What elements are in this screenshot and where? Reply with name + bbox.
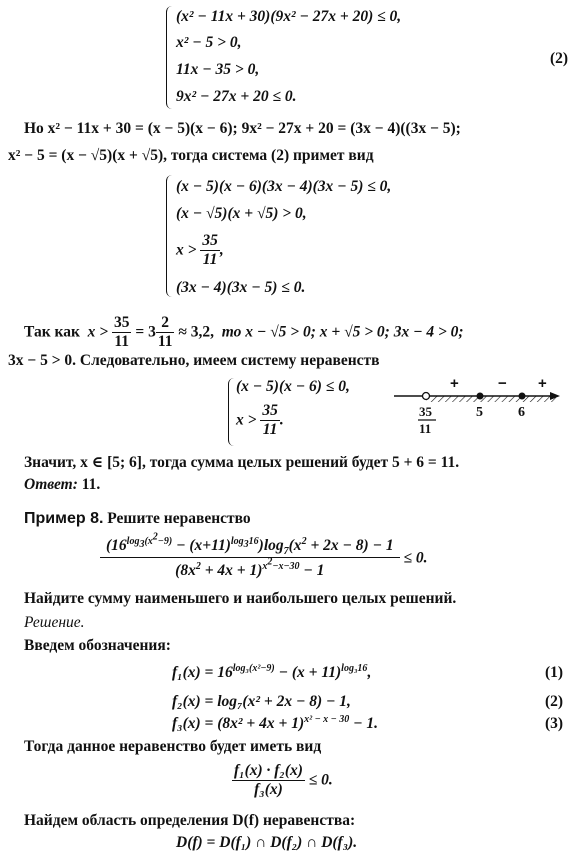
def-f1 — [172, 664, 371, 682]
f3-end: − 1. — [349, 715, 379, 732]
task-line: Найдите сумму наименьшего и наибольшего целых решений. — [24, 590, 457, 607]
frac-num: 2 — [156, 314, 175, 333]
system-line-frac: x > $\frac{35}{11}$ . — [236, 402, 284, 438]
system-line: (x² − 11x + 30)(9x² − 27x + 20) ≤ 0, — [176, 8, 402, 25]
f1-base: f₁(x) = 16 — [172, 664, 233, 681]
big-frac-num: $(16^{log_3(x^2-9)} - (x+11)^{log_316})\log_7(x^2 + 2x - 8) - 1$ — [100, 537, 400, 558]
frac-den: 11 — [157, 333, 173, 350]
paragraph-line: Значит, x ∈ [5; 6], тогда сумма целых решений будет 5 + 6 = 11. — [24, 454, 460, 471]
text: ≈ 3,2, — [178, 323, 214, 341]
domain-equation: D(f) = D(f₁) ∩ D(f₂) ∩ D(f₃). — [176, 834, 358, 851]
fraction-f — [232, 762, 305, 799]
paragraph-line: x² − 5 = (x − √5)(x + √5), тогда система (2) примет вид — [8, 147, 374, 164]
equation-tag: (1) — [545, 664, 564, 681]
x-gt: x > — [176, 241, 197, 259]
equation-tag: (2) — [550, 50, 569, 67]
fraction-35-11 — [200, 232, 220, 269]
frac-den: 11 — [114, 333, 130, 350]
short-inequality — [232, 762, 333, 799]
paragraph-line: 3x − 5 > 0. Следовательно, имеем систему неравенств — [8, 352, 380, 369]
example-heading — [24, 510, 251, 528]
tick-label-35: 35 — [419, 404, 432, 419]
paragraph-line: Найдем область определения D(f) неравенства: — [24, 812, 356, 829]
paragraph-line: Тогда данное неравенство будет иметь вид — [24, 738, 322, 755]
system-line: 11x − 35 > 0, — [176, 61, 260, 78]
paragraph-line: Введем обозначения: — [24, 637, 171, 654]
frac-den: 11 — [262, 421, 278, 438]
text: x > — [87, 323, 109, 341]
text: = 3 — [135, 323, 156, 341]
frac-num: 35 — [262, 402, 278, 419]
paragraph-line — [24, 314, 464, 351]
answer-label: Ответ: — [24, 476, 78, 493]
tick-label-11: 11 — [419, 421, 432, 436]
sign-plus: + — [450, 375, 459, 392]
frac-num: f₁(x) · f₂(x) — [234, 762, 303, 779]
sign-minus: − — [498, 375, 507, 392]
answer-line — [24, 476, 100, 494]
f1-end: , — [367, 664, 372, 681]
system-line: x² − 5 > 0, — [176, 34, 242, 51]
big-frac-den: $(8x^2 + 4x + 1)^{x^2-x-30} - 1$ — [175, 556, 325, 579]
frac-num: 35 — [202, 232, 218, 249]
f1-exp: log₃(x²−9) — [232, 662, 275, 674]
equation-tag: (2) — [545, 693, 564, 710]
point-5 — [477, 393, 484, 400]
fraction-2-11 — [156, 314, 175, 351]
hatch-region — [426, 396, 556, 402]
point-6 — [519, 393, 526, 400]
fraction-35-11 — [112, 314, 132, 351]
f1-mid: − (x + 11) — [274, 664, 342, 681]
system-line: (3x − 4)(3x − 5) ≤ 0. — [176, 279, 306, 296]
solution-label: Решение. — [24, 614, 85, 631]
system-line: (x − √5)(x + √5) > 0, — [176, 205, 307, 222]
number-line — [392, 370, 567, 440]
big-fraction — [100, 531, 400, 580]
frac-den: 11 — [202, 251, 218, 268]
example-title: Пример 8. — [24, 510, 104, 527]
inequality-fraction — [100, 531, 428, 580]
f1-exp2: log₃16 — [341, 662, 368, 674]
def-f3 — [172, 715, 378, 733]
answer-value: 11. — [81, 476, 101, 493]
tick-label-5: 5 — [476, 405, 483, 420]
system-line: (x − 5)(x − 6)(3x − 4)(3x − 5) ≤ 0, — [176, 178, 392, 195]
ineq-tail: ≤ 0. — [403, 549, 428, 567]
system-line: (x − 5)(x − 6) ≤ 0, — [236, 378, 350, 395]
equation-tag: (3) — [545, 715, 564, 732]
fraction-35-11 — [260, 402, 280, 439]
system-brace-1 — [166, 6, 175, 109]
text: то x − √5 > 0; x + √5 > 0; 3x − 4 > 0; — [221, 323, 464, 341]
sign-plus: + — [538, 375, 547, 392]
frac-den: f₃(x) — [254, 781, 283, 798]
f3-exp: x² − x − 30 — [304, 713, 350, 725]
paragraph-line: Но x² − 11x + 30 = (x − 5)(x − 6); 9x² − 27x + 20 = (3x − 4)((3x − 5); — [24, 120, 461, 137]
f3-base: f₃(x) = (8x² + 4x + 1) — [172, 715, 305, 732]
example-text: Решите неравенство — [107, 510, 251, 527]
def-f2: f₂(x) = log₇(x² + 2x − 8) − 1, — [172, 693, 351, 710]
system-line: 9x² − 27x + 20 ≤ 0. — [176, 88, 297, 105]
system-line-frac: x > $\frac{35}{11}$ , — [176, 232, 224, 268]
system-brace-2 — [166, 175, 175, 297]
ineq-tail: ≤ 0. — [308, 771, 333, 789]
frac-num: 35 — [113, 314, 130, 331]
tick-label-6: 6 — [518, 405, 525, 420]
x-gt: x > — [236, 411, 257, 429]
text: Так как — [24, 323, 80, 341]
open-point-35-11 — [423, 393, 430, 400]
